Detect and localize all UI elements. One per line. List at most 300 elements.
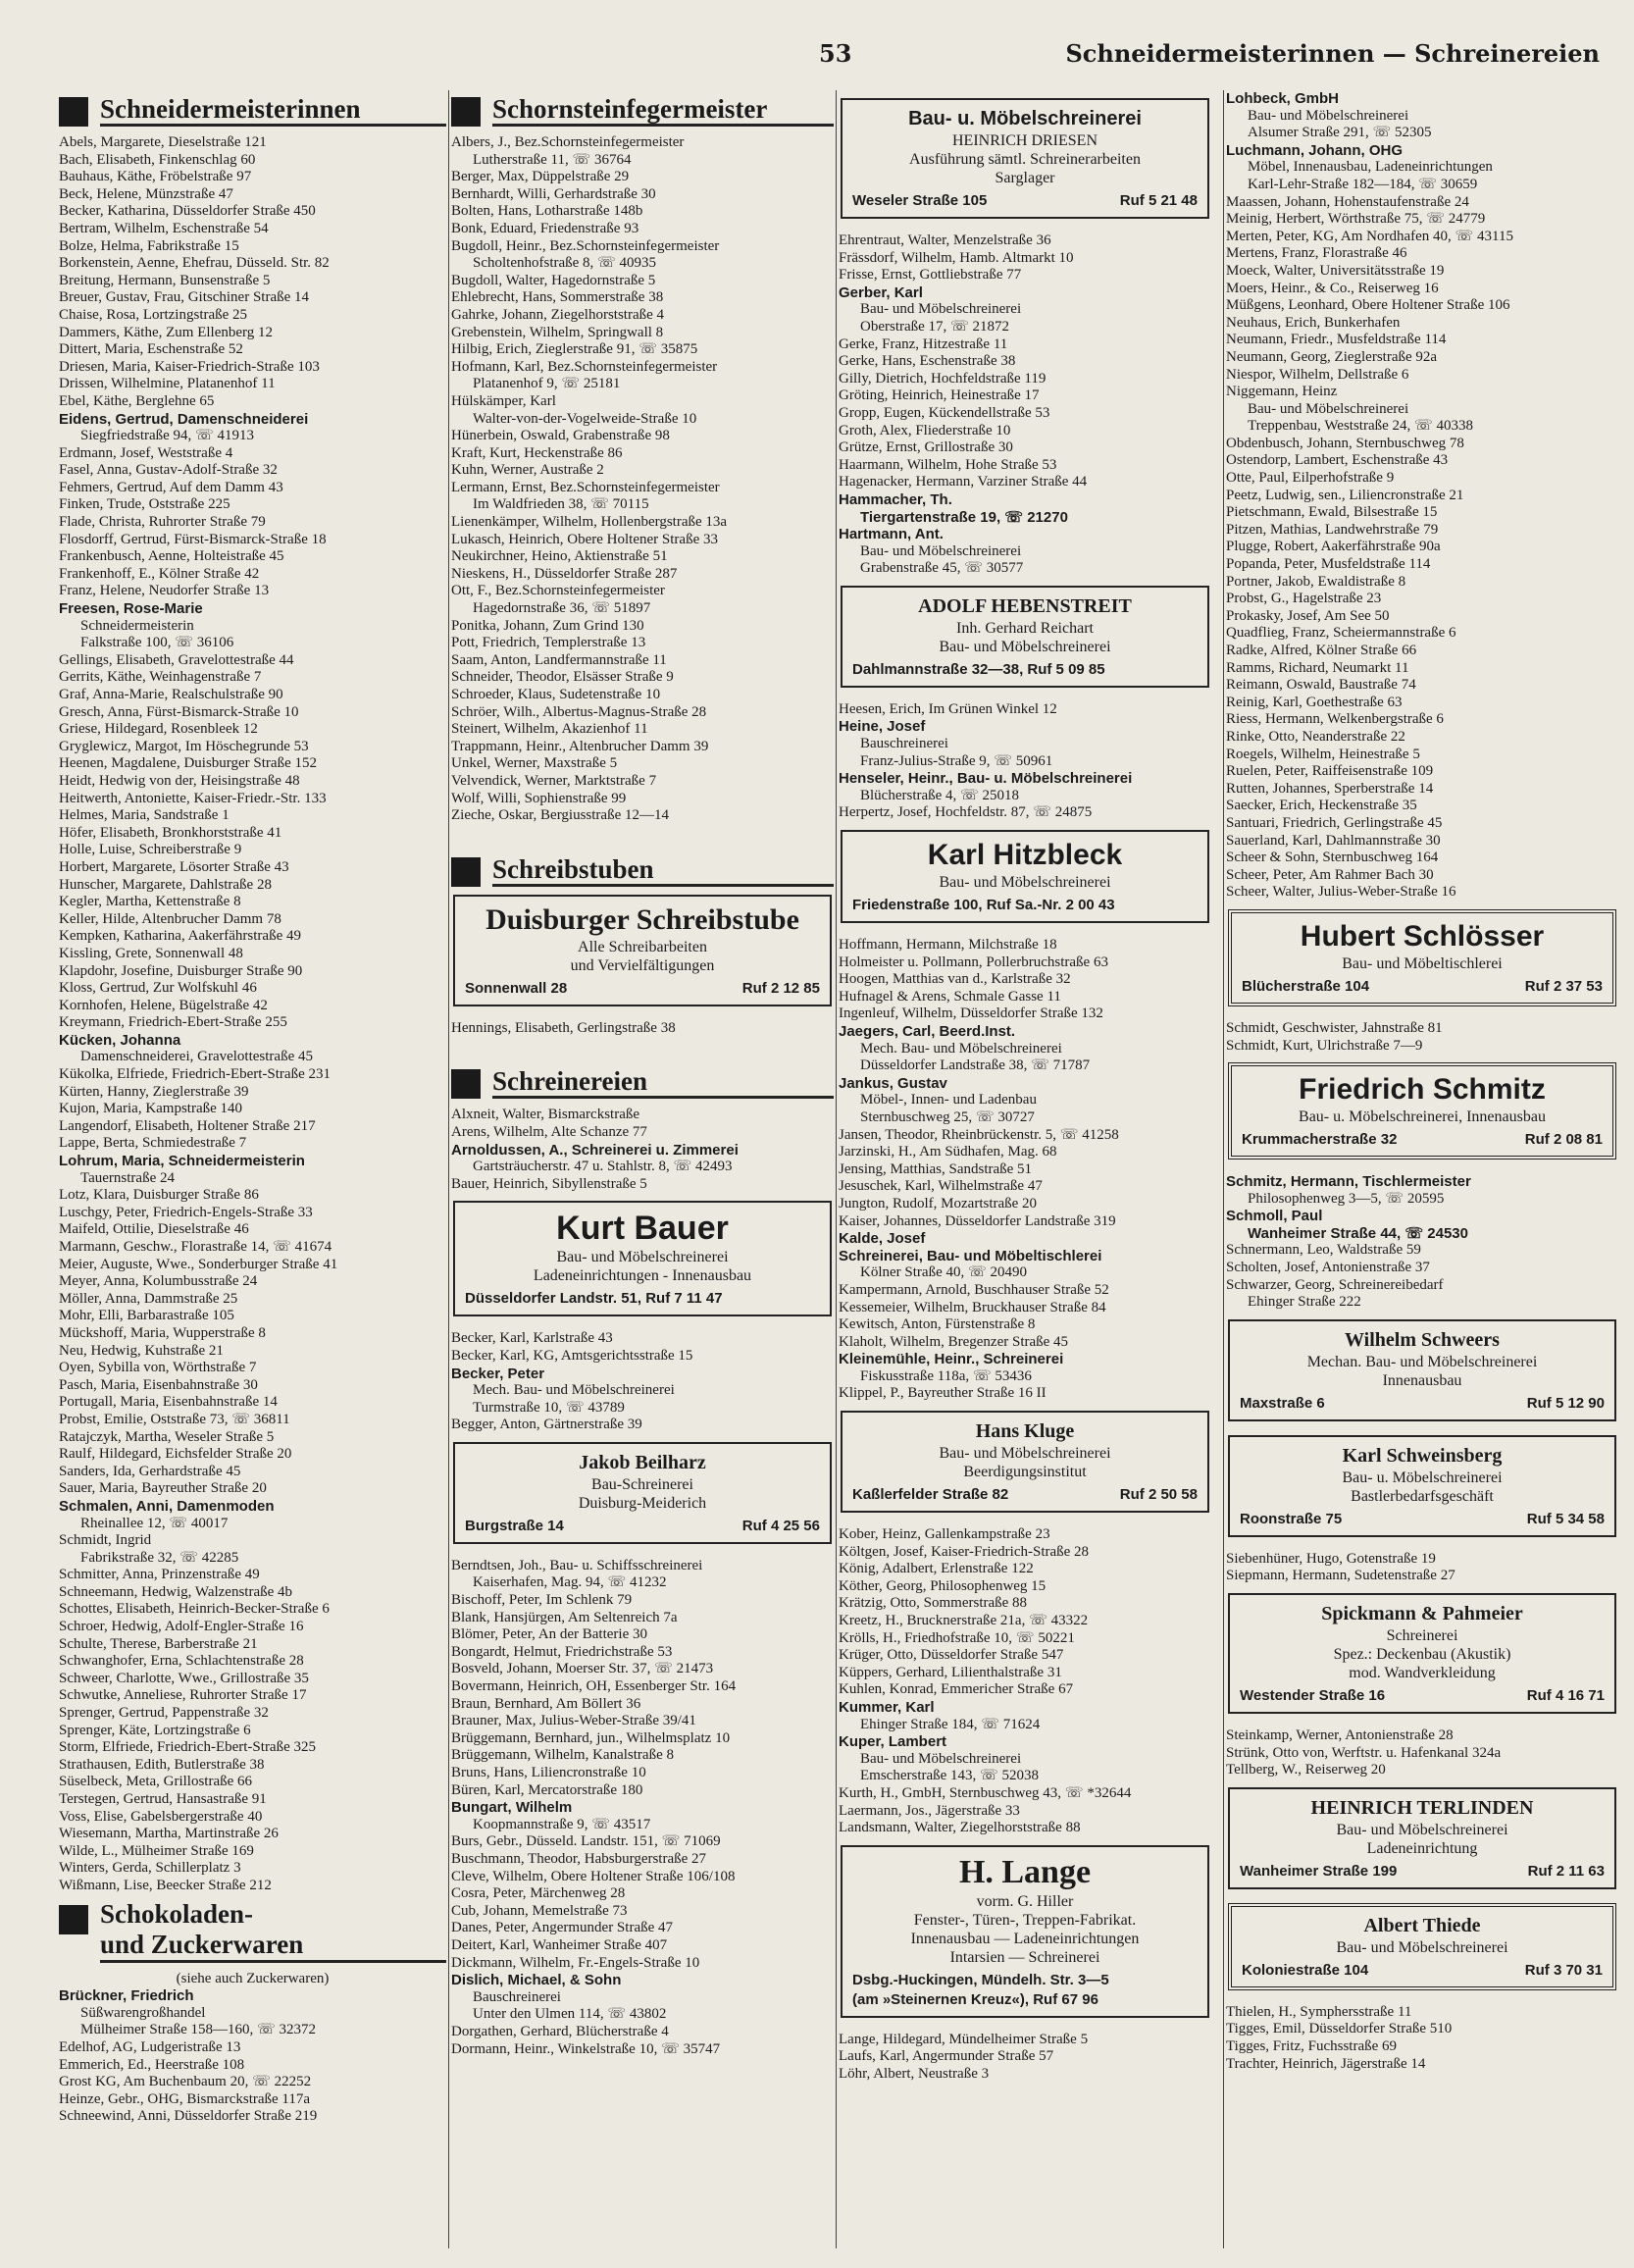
entry-bold: Luchmann, Johann, OHG (1226, 141, 1404, 159)
entry-bold: Lohrum, Maria, Schneidermeisterin (59, 1153, 305, 1170)
directory-entry: Sprenger, Käte, Lortzingstraße 6 (59, 1722, 251, 1738)
directory-entry: Bernhardt, Willi, Gerhardstraße 30 (451, 185, 656, 202)
column-2 (451, 90, 834, 2058)
directory-entry: Turmstraße 10, ☏ 43789 (473, 1399, 625, 1416)
directory-entry: Probst, Emilie, Oststraße 73, ☏ 36811 (59, 1411, 290, 1427)
ad-address: Düsseldorfer Landstr. 51, Ruf 7 11 47 (465, 1290, 723, 1308)
section-title (100, 94, 446, 127)
ad-footer (852, 1485, 1198, 1505)
directory-entry: Ehrentraut, Walter, Menzelstraße 36 (839, 232, 1051, 248)
entry-bold: Dislich, Michael, & Sohn (451, 1972, 622, 1989)
directory-entry: Rutten, Johannes, Sperberstraße 14 (1226, 780, 1434, 797)
directory-entry: Landsmann, Walter, Ziegelhorststraße 88 (839, 1820, 1081, 1836)
ad-line: Bau- und Möbelschreinerei (939, 1445, 1111, 1463)
directory-entry: Lappe, Berta, Schmiedestraße 7 (59, 1135, 247, 1152)
directory-entry: Griese, Hildegard, Rosenbleek 12 (59, 721, 258, 738)
directory-entry: Frässdorf, Wilhelm, Hamb. Altmarkt 10 (839, 249, 1074, 266)
directory-entry: Schneider, Theodor, Elsässer Straße 9 (451, 669, 674, 686)
directory-entry: Schottes, Elisabeth, Heinrich-Becker-Straße 6 (59, 1601, 330, 1618)
directory-entry: Kegler, Martha, Kettenstraße 8 (59, 894, 241, 910)
directory-entry: Bovermann, Heinrich, OH, Essenberger Str. 164 (451, 1678, 737, 1695)
directory-entry: Roegels, Wilhelm, Heinestraße 5 (1226, 746, 1420, 762)
advertisement-box (1228, 1903, 1616, 1990)
entry-bold: Arnoldussen, A., Schreinerei u. Zimmerei (451, 1141, 739, 1159)
directory-entry: Klapdohr, Josefine, Duisburger Straße 90 (59, 962, 303, 979)
directory-entry: Dickmann, Wilhelm, Fr.-Engels-Straße 10 (451, 1954, 700, 1971)
page-header (0, 39, 1634, 78)
section-title (492, 94, 834, 127)
directory-entry: Strathausen, Edith, Butlerstraße 38 (59, 1756, 265, 1773)
directory-entry: Scholtenhofstraße 8, ☏ 40935 (473, 255, 657, 272)
directory-entry: Löhr, Albert, Neustraße 3 (839, 2065, 990, 2082)
directory-entry: Terstegen, Gertrud, Hansastraße 91 (59, 1791, 267, 1807)
advertisement-box (841, 1411, 1209, 1513)
directory-entry: Deitert, Karl, Wanheimer Straße 407 (451, 1936, 668, 1953)
ad-line: Schreinerei (1386, 1627, 1458, 1645)
ad-phone: Ruf 2 50 58 (1119, 1486, 1198, 1504)
directory-entry: Lange, Hildegard, Mündelheimer Straße 5 (839, 2031, 1089, 2047)
directory-entry: Laermann, Jos., Jägerstraße 33 (839, 1802, 1020, 1819)
directory-entry: Hünerbein, Oswald, Grabenstraße 98 (451, 428, 670, 444)
entry-bold: Heine, Josef (839, 718, 926, 736)
directory-entry: Horbert, Margarete, Lösorter Straße 43 (59, 858, 289, 875)
directory-entry: Kampermann, Arnold, Buschhauser Straße 52 (839, 1281, 1109, 1298)
directory-entry: Trachter, Heinrich, Jägerstraße 14 (1226, 2055, 1426, 2072)
directory-entry: Reimann, Oswald, Baustraße 74 (1226, 677, 1416, 694)
directory-entry: Saecker, Erich, Heckenstraße 35 (1226, 798, 1417, 814)
directory-entry: Emscherstraße 143, ☏ 52038 (860, 1768, 1040, 1784)
directory-entry: Portugall, Maria, Eisenbahnstraße 14 (59, 1394, 278, 1411)
directory-entry: Oyen, Sybilla von, Wörthstraße 7 (59, 1360, 257, 1376)
directory-entry: Schneemann, Hedwig, Walzenstraße 4b (59, 1583, 293, 1600)
section-marker (451, 97, 481, 127)
ad-footer (465, 979, 820, 999)
directory-entry: Pitzen, Mathias, Landwehrstraße 79 (1226, 521, 1439, 538)
directory-entry: Kober, Heinz, Gallenkampstraße 23 (839, 1526, 1050, 1543)
directory-entry: Saam, Anton, Landfermannstraße 11 (451, 651, 667, 668)
directory-entry: Kaiser, Johannes, Düsseldorfer Landstraße 319 (839, 1212, 1116, 1229)
ad-phone: Ruf 5 21 48 (1119, 192, 1198, 209)
directory-entry: Kornhofen, Helene, Bügelstraße 42 (59, 997, 268, 1013)
directory-entry: Kempken, Katharina, Aakerfährstraße 49 (59, 928, 301, 945)
directory-entry: Möbel, Innenausbau, Ladeneinrichtungen (1248, 159, 1493, 176)
ad-address: Dsbg.-Huckingen, Mündelh. Str. 3—5 (852, 1971, 1109, 1988)
directory-entry: Alxneit, Walter, Bismarckstraße (451, 1107, 640, 1123)
directory-entry: Gresch, Anna, Fürst-Bismarck-Straße 10 (59, 703, 299, 720)
directory-entry: Thielen, H., Symphersstraße 11 (1226, 2003, 1412, 2020)
entry-bold: Jankus, Gustav (839, 1074, 947, 1092)
directory-entry: Bugdoll, Heinr., Bez.Schornsteinfegermeister (451, 237, 720, 254)
directory-entry: Klippel, P., Bayreuther Straße 16 II (839, 1385, 1047, 1402)
directory-entry: Grost KG, Am Buchenbaum 20, ☏ 22252 (59, 2074, 312, 2090)
directory-entry: Siepmann, Hermann, Sudetenstraße 27 (1226, 1568, 1455, 1584)
directory-entry: Bonk, Eduard, Friedenstraße 93 (451, 220, 639, 236)
directory-entry: Bau- und Möbelschreinerei (860, 542, 1022, 559)
section-title (100, 1899, 446, 1963)
ad-address: Weseler Straße 105 (852, 192, 988, 209)
directory-entry: Kloss, Gertrud, Zur Wolfskuhl 46 (59, 980, 257, 997)
directory-entry: Holmeister u. Pollmann, Pollerbruchstraße 63 (839, 954, 1108, 970)
directory-entry: Grabenstraße 45, ☏ 30577 (860, 560, 1024, 577)
ad-address: Maxstraße 6 (1240, 1394, 1325, 1412)
directory-entry: Franz-Julius-Straße 9, ☏ 50961 (860, 752, 1053, 769)
directory-entry: Krätzig, Otto, Sommerstraße 88 (839, 1595, 1028, 1612)
entry-bold: Freesen, Rose-Marie (59, 600, 203, 618)
directory-entry: Philosophenweg 3—5, ☏ 20595 (1248, 1190, 1445, 1207)
directory-entry: Ehinger Straße 184, ☏ 71624 (860, 1716, 1041, 1732)
entry-bold: Kücken, Johanna (59, 1031, 181, 1049)
section-heading (451, 854, 834, 887)
directory-entry: Herpertz, Josef, Hochfeldstr. 87, ☏ 24875 (839, 804, 1093, 821)
entry-bold: Gerber, Karl (839, 284, 923, 301)
section-heading (451, 1066, 834, 1099)
directory-entry: Hofmann, Karl, Bez.Schornsteinfegermeister (451, 358, 718, 375)
directory-entry: Emmerich, Ed., Heerstraße 108 (59, 2056, 245, 2073)
directory-entry: Fiskusstraße 118a, ☏ 53436 (860, 1367, 1032, 1384)
section-title (492, 854, 834, 887)
directory-entry: Quadflieg, Franz, Scheiermannstraße 6 (1226, 625, 1456, 642)
ad-line: Ausführung sämtl. Schreinerarbeiten (909, 151, 1141, 168)
section-title-text: Schornsteinfegermeister (492, 94, 768, 124)
directory-entry: Becker, Karl, KG, Amtsgerichtsstraße 15 (451, 1347, 693, 1364)
directory-entry: Dammers, Käthe, Zum Ellenberg 12 (59, 324, 273, 340)
directory-entry: Santuari, Friedrich, Gerlingstraße 45 (1226, 814, 1443, 831)
directory-entry: Heitwerth, Antoniette, Kaiser-Friedr.-Str. 133 (59, 790, 327, 806)
directory-entry: Tigges, Fritz, Fuchsstraße 69 (1226, 2038, 1398, 2054)
directory-entry: Berger, Max, Düppelstraße 29 (451, 169, 630, 185)
directory-entry: Sprenger, Gertrud, Pappenstraße 32 (59, 1705, 269, 1722)
directory-entry: Prokasky, Josef, Am See 50 (1226, 607, 1390, 624)
directory-entry: Laufs, Karl, Angermunder Straße 57 (839, 2048, 1054, 2065)
directory-entry: Abels, Margarete, Dieselstraße 121 (59, 134, 267, 150)
section-title (492, 1066, 834, 1099)
directory-entry: Marmann, Geschw., Florastraße 14, ☏ 41674 (59, 1239, 332, 1255)
directory-entry: Schmidt, Ingrid (59, 1532, 152, 1549)
directory-entry: Tigges, Emil, Düsseldorfer Straße 510 (1226, 2021, 1453, 2037)
ad-line: Bau- und Möbelschreinerei (1336, 1821, 1508, 1838)
entry-bold: Kleinemühle, Heinr., Schreinerei (839, 1351, 1064, 1368)
directory-entry: Voss, Elise, Gabelsbergerstraße 40 (59, 1808, 263, 1825)
directory-entry: Trappmann, Heinr., Altenbrucher Damm 39 (451, 738, 709, 754)
ad-address: Krummacherstraße 32 (1242, 1131, 1398, 1149)
advertisement-box (453, 895, 832, 1006)
directory-entry: Schwutke, Anneliese, Ruhrorter Straße 17 (59, 1687, 307, 1704)
directory-entry: Pietschmann, Ewald, Bilsestraße 15 (1226, 504, 1438, 521)
directory-entry: Arens, Wilhelm, Alte Schanze 77 (451, 1123, 647, 1140)
ad-footer (1240, 1862, 1605, 1881)
column-divider (1223, 90, 1224, 2248)
directory-entry: Mückshoff, Maria, Wupperstraße 8 (59, 1324, 266, 1341)
ad-address: Westender Straße 16 (1240, 1687, 1386, 1705)
column-1 (59, 90, 446, 2126)
directory-entry: Braun, Bernhard, Am Böllert 36 (451, 1695, 641, 1712)
directory-entry: Kewitsch, Anton, Fürstenstraße 8 (839, 1316, 1036, 1333)
directory-entry: Lotz, Klara, Duisburger Straße 86 (59, 1187, 259, 1204)
entry-bold: Schmoll, Paul (1226, 1208, 1323, 1225)
entry-bold: Schmitz, Hermann, Tischlermeister (1226, 1173, 1471, 1191)
ad-address: Dahlmannstraße 32—38, Ruf 5 09 85 (852, 660, 1105, 678)
advertiser-name: ADOLF HEBENSTREIT (918, 594, 1132, 617)
directory-entry: Dormann, Heinr., Winkelstraße 10, ☏ 35747 (451, 2040, 721, 2057)
directory-entry: Sauer, Maria, Bayreuther Straße 20 (59, 1480, 267, 1497)
directory-entry: Velvendick, Werner, Marktstraße 7 (451, 772, 657, 789)
advertisement-box (1228, 909, 1616, 1006)
directory-entry: Gerrits, Käthe, Weinhagenstraße 7 (59, 669, 262, 686)
directory-entry: Maassen, Johann, Hohenstaufenstraße 24 (1226, 193, 1469, 210)
directory-entry: Tellberg, W., Reiserweg 20 (1226, 1762, 1386, 1778)
directory-entry: Kükolka, Elfriede, Friedrich-Ebert-Straße 231 (59, 1066, 331, 1083)
directory-entry: Niespor, Wilhelm, Dellstraße 6 (1226, 366, 1409, 383)
directory-entry: Lermann, Ernst, Bez.Schornsteinfegermeister (451, 479, 720, 495)
directory-entry: Berndtsen, Joh., Bau- u. Schiffsschreinerei (451, 1557, 703, 1573)
advertisement-box (453, 1442, 832, 1544)
directory-entry: Platanenhof 9, ☏ 25181 (473, 376, 621, 392)
directory-entry: Im Waldfrieden 38, ☏ 70115 (473, 496, 649, 513)
directory-entry: Wilde, L., Mülheimer Straße 169 (59, 1842, 254, 1859)
section-marker (59, 97, 88, 127)
directory-entry: Neumann, Georg, Zieglerstraße 92a (1226, 348, 1438, 365)
directory-entry: Meyer, Anna, Kolumbusstraße 24 (59, 1273, 258, 1290)
directory-entry: Finken, Trude, Oststraße 225 (59, 496, 230, 513)
directory-entry: Brüggemann, Wilhelm, Kanalstraße 8 (451, 1747, 674, 1764)
ad-footer (1242, 1961, 1603, 1981)
directory-entry: Mülheimer Straße 158—160, ☏ 32372 (80, 2022, 316, 2038)
entry-bold: Kummer, Karl (839, 1699, 935, 1716)
directory-entry: Pott, Friedrich, Templerstraße 13 (451, 635, 646, 651)
ad-line: Bau-Schreinerei (591, 1475, 693, 1493)
directory-entry: Bongardt, Helmut, Friedrichstraße 53 (451, 1643, 673, 1660)
directory-entry: Grebenstein, Wilhelm, Springwall 8 (451, 324, 664, 340)
directory-entry: Mech. Bau- und Möbelschreinerei (473, 1382, 675, 1399)
section-heading (59, 1899, 446, 1963)
advertiser-name: Duisburger Schreibstube (485, 902, 799, 936)
ad-line: Mechan. Bau- und Möbelschreinerei (1306, 1353, 1538, 1370)
advertiser-name: Jakob Beilharz (579, 1451, 706, 1473)
ad-line: HEINRICH DRIESEN (952, 132, 1098, 149)
directory-entry: Mertens, Franz, Florastraße 46 (1226, 245, 1407, 262)
directory-entry: Brauner, Max, Julius-Weber-Straße 39/41 (451, 1713, 696, 1729)
directory-entry: Rinke, Otto, Neanderstraße 22 (1226, 728, 1405, 745)
directory-entry: Ebel, Käthe, Berglehne 65 (59, 392, 215, 409)
directory-entry: Jesuschek, Karl, Wilhelmstraße 47 (839, 1178, 1043, 1195)
directory-entry: Kuhlen, Konrad, Emmericher Straße 67 (839, 1681, 1074, 1698)
column-3 (839, 90, 1211, 2084)
directory-entry: Riess, Hermann, Welkenbergstraße 6 (1226, 711, 1444, 728)
entry-bold: Henseler, Heinr., Bau- u. Möbelschreinerei (839, 770, 1133, 788)
entry-bold: Bungart, Wilhelm (451, 1799, 573, 1817)
directory-entry: Unter den Ulmen 114, ☏ 43802 (473, 2006, 667, 2023)
directory-entry: Meinig, Herbert, Wörthstraße 75, ☏ 24779 (1226, 211, 1486, 228)
directory-entry: Süselbeck, Meta, Grillostraße 66 (59, 1774, 253, 1790)
directory-entry: Borkenstein, Aenne, Ehefrau, Düsseld. Str. 82 (59, 255, 330, 272)
directory-entry: Sternbuschweg 25, ☏ 30727 (860, 1108, 1035, 1125)
ad-phone: Ruf 2 37 53 (1524, 977, 1603, 995)
directory-entry: Gellings, Elisabeth, Gravelottestraße 44 (59, 651, 294, 668)
directory-entry: Jarzinski, H., Am Südhafen, Mag. 68 (839, 1144, 1057, 1160)
directory-entry: Tauernstraße 24 (80, 1169, 175, 1186)
ad-line: mod. Wandverkleidung (1349, 1665, 1496, 1682)
directory-entry: Bau- und Möbelschreinerei (860, 301, 1022, 318)
directory-entry: Steinkamp, Werner, Antonienstraße 28 (1226, 1727, 1454, 1744)
directory-entry: Moeck, Walter, Universitätsstraße 19 (1226, 262, 1445, 279)
ad-address: Burgstraße 14 (465, 1517, 564, 1534)
directory-entry: Ehinger Straße 222 (1248, 1294, 1361, 1311)
directory-entry: Merten, Peter, KG, Am Nordhafen 40, ☏ 43115 (1226, 228, 1513, 244)
directory-entry: Köther, Georg, Philosophenweg 15 (839, 1577, 1047, 1594)
ad-line: Bau- u. Möbelschreinerei, Innenausbau (1299, 1108, 1546, 1126)
directory-entry: Unkel, Werner, Maxstraße 5 (451, 755, 618, 772)
directory-entry: Cleve, Wilhelm, Obere Holtener Straße 106/108 (451, 1868, 736, 1884)
directory-entry: Haarmann, Wilhelm, Hohe Straße 53 (839, 456, 1057, 473)
directory-entry: Nieskens, H., Düsseldorfer Straße 287 (451, 565, 678, 582)
directory-entry: Scholten, Josef, Antonienstraße 37 (1226, 1260, 1430, 1276)
column-4 (1226, 90, 1618, 2073)
directory-entry: Cosra, Peter, Märchenweg 28 (451, 1885, 626, 1902)
directory-entry: Kürten, Hanny, Zieglerstraße 39 (59, 1083, 249, 1100)
ad-address: Roonstraße 75 (1240, 1510, 1343, 1527)
directory-entry: Klaholt, Wilhelm, Bregenzer Straße 45 (839, 1333, 1069, 1350)
directory-entry: Gryglewicz, Margot, Im Höschegrunde 53 (59, 738, 309, 754)
directory-entry: Schmidt, Geschwister, Jahnstraße 81 (1226, 1019, 1443, 1036)
page-number: 53 (819, 39, 852, 68)
directory-entry: Drissen, Wilhelmine, Platanenhof 11 (59, 376, 276, 392)
entry-bold: Brückner, Friedrich (59, 1987, 194, 2005)
ad-line: Sarglager (995, 170, 1055, 186)
directory-entry: Fasel, Anna, Gustav-Adolf-Straße 32 (59, 462, 278, 479)
directory-entry: Lienenkämper, Wilhelm, Hollenbergstraße 13a (451, 514, 728, 531)
advertisement-box (841, 98, 1209, 219)
directory-entry: Kölner Straße 40, ☏ 20490 (860, 1264, 1027, 1281)
directory-entry: König, Adalbert, Erlenstraße 122 (839, 1561, 1034, 1577)
advertisement-box (453, 1201, 832, 1316)
ad-line: Bau- und Möbeltischlerei (1342, 954, 1503, 972)
entry-bold: Lohbeck, GmbH (1226, 90, 1340, 107)
directory-entry: Gröting, Heinrich, Heinestraße 17 (839, 387, 1040, 404)
spacer (451, 1037, 834, 1062)
directory-entry: Scheer, Walter, Julius-Weber-Straße 16 (1226, 884, 1456, 901)
directory-entry: Graf, Anna-Marie, Realschulstraße 90 (59, 687, 283, 702)
ad-line: vorm. G. Hiller (976, 1892, 1074, 1910)
section-title-text: Schreinereien (492, 1066, 647, 1097)
directory-entry: Niggemann, Heinz (1226, 384, 1338, 400)
entry-bold: Becker, Peter (451, 1365, 545, 1382)
ad-footer (852, 896, 1198, 915)
directory-entry: Bauschreinerei (860, 736, 948, 752)
directory-entry: Popanda, Peter, Musfeldstraße 114 (1226, 556, 1431, 573)
directory-entry: Gahrke, Johann, Ziegelhorststraße 4 (451, 306, 665, 323)
directory-entry: Driesen, Maria, Kaiser-Friedrich-Straße 103 (59, 358, 320, 375)
directory-entry: Bugdoll, Walter, Hagedornstraße 5 (451, 272, 656, 288)
ad-footer (852, 191, 1198, 211)
directory-entry: Schmitter, Anna, Prinzenstraße 49 (59, 1567, 260, 1583)
ad-phone: Ruf 2 12 85 (741, 979, 820, 997)
directory-entry: Steinert, Wilhelm, Akazienhof 11 (451, 721, 648, 738)
advertisement-box (841, 830, 1209, 923)
directory-entry: Frankenhoff, E., Kölner Straße 42 (59, 565, 260, 582)
directory-entry: Krölls, H., Friedhofstraße 10, ☏ 50221 (839, 1629, 1075, 1646)
entry-bold: Wanheimer Straße 44, ☏ 24530 (1248, 1224, 1468, 1242)
advertiser-name: Kurt Bauer (556, 1210, 729, 1248)
directory-entry: Peetz, Ludwig, sen., Liliencronstraße 21 (1226, 487, 1464, 503)
directory-entry: Karl-Lehr-Straße 182—184, ☏ 30659 (1248, 176, 1478, 192)
entry-bold: Schmalen, Anni, Damenmoden (59, 1497, 275, 1515)
directory-entry: Grütze, Ernst, Grillostraße 30 (839, 439, 1013, 456)
directory-entry: Heesen, Erich, Im Grünen Winkel 12 (839, 700, 1057, 717)
directory-entry: Frisse, Ernst, Gottliebstraße 77 (839, 267, 1022, 284)
directory-entry: Bertram, Wilhelm, Eschenstraße 54 (59, 220, 269, 236)
ad-line: Bau- und Möbelschreinerei (1336, 1938, 1508, 1956)
ad-line: Duisburg-Meiderich (578, 1494, 707, 1512)
ad-footer (852, 1990, 1198, 2010)
ad-address: Kaßlerfelder Straße 82 (852, 1486, 1009, 1504)
directory-entry: Maifeld, Ottilie, Dieselstraße 46 (59, 1221, 249, 1238)
directory-entry: Ratajczyk, Martha, Weseler Straße 5 (59, 1428, 275, 1445)
directory-entry: Franz, Helene, Neudorfer Straße 13 (59, 583, 270, 599)
ad-line: Ladeneinrichtungen - Innenausbau (533, 1267, 752, 1285)
directory-entry: Storm, Elfriede, Friedrich-Ebert-Straße 325 (59, 1739, 317, 1756)
directory-entry: Fabrikstraße 32, ☏ 42285 (80, 1549, 239, 1566)
ad-line: Bastlerbedarfsgeschäft (1351, 1487, 1494, 1505)
directory-entry: Bach, Elisabeth, Finkenschlag 60 (59, 151, 256, 168)
directory-entry: Danes, Peter, Angermunder Straße 47 (451, 1920, 674, 1936)
directory-entry: Gartsträucherstr. 47 u. Stahlstr. 8, ☏ 42493 (473, 1159, 733, 1175)
directory-entry: Bau- und Möbelschreinerei (1248, 107, 1409, 124)
directory-entry: Schwanghofer, Erna, Schlachtenstraße 28 (59, 1653, 304, 1670)
entry-bold: Kalde, Josef (839, 1230, 926, 1248)
directory-entry: Kaiserhafen, Mag. 94, ☏ 41232 (473, 1574, 667, 1591)
directory-entry: Oberstraße 17, ☏ 21872 (860, 318, 1010, 335)
advertiser-name: Spickmann & Pahmeier (1321, 1603, 1523, 1625)
directory-entry: Wolf, Willi, Sophienstraße 99 (451, 790, 627, 806)
advertisement-box (1228, 1062, 1616, 1160)
ad-line: Fenster-, Türen-, Treppen-Fabrikat. (913, 1911, 1137, 1929)
directory-entry: Düsseldorfer Landstraße 38, ☏ 71787 (860, 1057, 1091, 1074)
directory-entry: Neuhaus, Erich, Bunkerhafen (1226, 314, 1401, 331)
ad-footer (1240, 1686, 1605, 1706)
directory-entry: Gropp, Eugen, Kückendellstraße 53 (839, 404, 1050, 421)
directory-entry: Frankenbusch, Aenne, Holteistraße 45 (59, 548, 284, 565)
directory-entry: Schwarzer, Georg, Schreinereibedarf (1226, 1276, 1444, 1293)
directory-entry: Pasch, Maria, Eisenbahnstraße 30 (59, 1376, 258, 1393)
advertiser-name: Albert Thiede (1363, 1914, 1481, 1936)
directory-entry: Heinze, Gebr., OHG, Bismarckstraße 117a (59, 2090, 311, 2107)
directory-entry: Otte, Paul, Eilperhofstraße 9 (1226, 470, 1395, 487)
directory-entry: Küppers, Gerhard, Lilienthalstraße 31 (839, 1664, 1062, 1680)
section-marker (59, 1905, 88, 1934)
ad-line: Bau- und Möbelschreinerei (556, 1249, 729, 1266)
directory-entry: Koopmannstraße 9, ☏ 43517 (473, 1816, 651, 1832)
directory-entry: Heidt, Hedwig von der, Heisingstraße 48 (59, 772, 300, 789)
directory-entry: Jansen, Theodor, Rheinbrückenstr. 5, ☏ 41258 (839, 1126, 1119, 1143)
directory-entry: Ramms, Richard, Neumarkt 11 (1226, 659, 1409, 676)
directory-entry: Költgen, Josef, Kaiser-Friedrich-Straße 28 (839, 1543, 1090, 1560)
entry-bold: Kuper, Lambert (839, 1733, 947, 1751)
advertiser-name: H. Lange (958, 1853, 1092, 1890)
ad-phone: Ruf 4 25 56 (741, 1517, 820, 1534)
section-marker (451, 1069, 481, 1099)
directory-entry: Cub, Johann, Memelstraße 73 (451, 1902, 628, 1919)
directory-entry: Bruns, Hans, Liliencronstraße 10 (451, 1765, 646, 1780)
directory-entry: Büren, Karl, Mercatorstraße 180 (451, 1781, 643, 1798)
directory-entry: Sauerland, Karl, Dahlmannstraße 30 (1226, 832, 1441, 849)
column-divider (448, 90, 449, 2248)
directory-entry: Buschmann, Theodor, Habsburgerstraße 27 (451, 1850, 707, 1867)
directory-entry: Wißmann, Lise, Beecker Straße 212 (59, 1877, 272, 1893)
ad-phone: Ruf 5 34 58 (1526, 1510, 1605, 1527)
directory-entry: Erdmann, Josef, Weststraße 4 (59, 444, 233, 461)
running-title: Schneidermeisterinnen — Schreinereien (1065, 39, 1600, 68)
directory-entry: Höfer, Elisabeth, Bronkhorststraße 41 (59, 824, 282, 841)
